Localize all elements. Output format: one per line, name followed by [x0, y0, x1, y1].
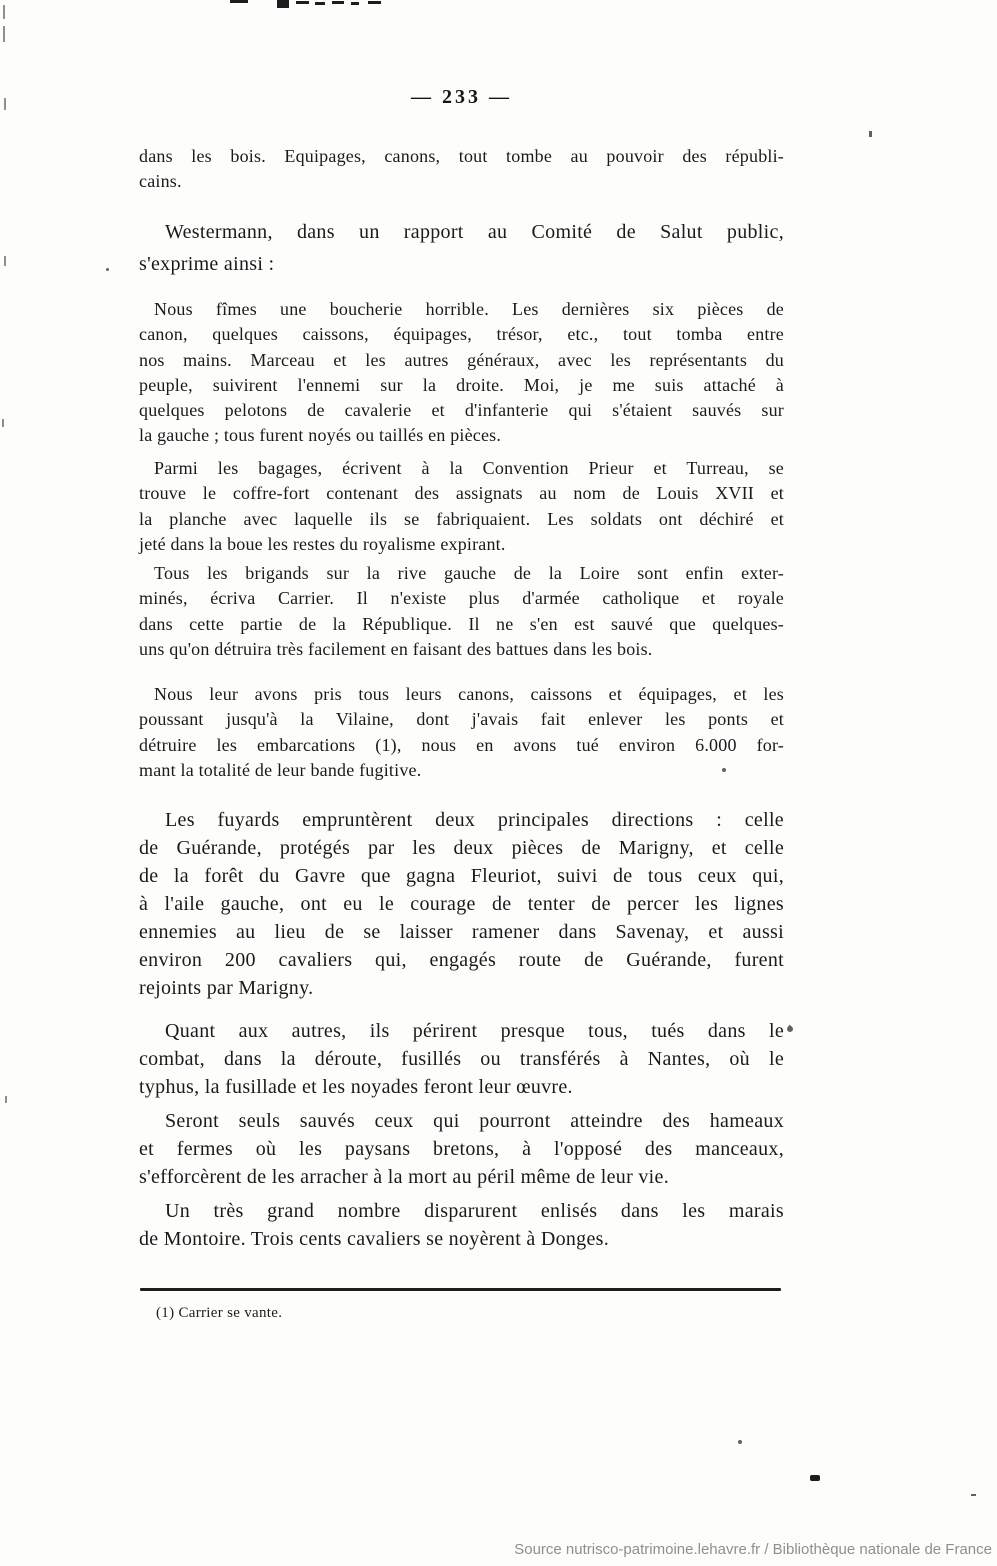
scan-artifact [869, 131, 872, 137]
text-line: rejoints par Marigny. [139, 977, 314, 999]
scan-artifact [106, 268, 109, 271]
text-line: ennemies au lieu de se laisser ramener dans Savenay, et aussi [139, 921, 784, 943]
text-line: trouve le coffre-fort contenant des assignats au nom de Louis XVII et [139, 483, 784, 504]
text-line: Seront seuls sauvés ceux qui pourront atteindre des hameaux [165, 1110, 784, 1132]
text-line: combat, dans la déroute, fusillés ou transférés à Nantes, où le [139, 1048, 784, 1070]
scan-artifact [2, 419, 4, 427]
text-line: dans les bois. Equipages, canons, tout tombe au pouvoir des républi- [139, 146, 784, 166]
text-line: s'efforcèrent de les arracher à la mort au péril même de leur vie. [139, 1166, 669, 1188]
text-line: minés, écriva Carrier. Il n'existe plus d'armée catholique et royale [139, 588, 784, 609]
scan-artifact [368, 1, 381, 4]
scan-artifact [277, 0, 289, 8]
paragraph-body [139, 806, 784, 1002]
text-line: quelques pelotons de cavalerie et d'infanterie qui s'étaient sauvés sur [139, 400, 784, 421]
text-line: s'exprime ainsi : [139, 253, 275, 275]
text-line: Nous leur avons pris tous leurs canons, caissons et équipages, et les [154, 684, 784, 704]
source-attribution: Source nutrisco-patrimoine.lehavre.fr / Bibliothèque nationale de France [514, 1541, 992, 1558]
paragraph-body [139, 1197, 784, 1253]
text-line: Les fuyards empruntèrent deux principales directions : celle [165, 809, 784, 831]
text-line: typhus, la fusillade et les noyades feront leur œuvre. [139, 1076, 573, 1098]
text-line: détruire les embarcations (1), nous en avons tué environ 6.000 for- [139, 734, 784, 755]
scan-artifact [332, 1, 344, 4]
text-line: mant la totalité de leur bande fugitive. [139, 759, 422, 780]
scan-artifact [351, 2, 359, 5]
footnote: (1) Carrier se vante. [156, 1305, 283, 1321]
scan-artifact [810, 1475, 820, 1481]
text-line: de la forêt du Gavre que gagna Fleuriot, suivi de tous ceux qui, [139, 865, 784, 887]
text-line: la gauche ; tous furent noyés ou taillés en pièces. [139, 425, 502, 446]
text-line: de Guérande, protégés par les deux pièces de Marigny, et celle [139, 837, 784, 859]
text-line: Tous les brigands sur la rive gauche de la Loire sont enfin exter- [154, 563, 784, 583]
text-line: uns qu'on détruira très facilement en faisant des battues dans les bois. [139, 638, 653, 659]
text-line: dans cette partie de la République. Il ne s'en est sauvé que quelques- [139, 613, 784, 634]
text-line: de Montoire. Trois cents cavaliers se noyèrent à Donges. [139, 1228, 610, 1250]
scan-artifact [738, 1440, 742, 1444]
page-number: — 233 — [411, 86, 512, 108]
text-line: Quant aux autres, ils périrent presque tous, tués dans le [165, 1020, 784, 1042]
scan-artifact [296, 1, 309, 4]
scan-artifact [786, 1025, 794, 1033]
text-line: la planche avec laquelle ils se fabriquaient. Les soldats ont déchiré et [139, 508, 784, 529]
text-line: à l'aile gauche, ont eu le courage de tenter de percer les lignes [139, 893, 784, 915]
text-line: peuple, suivirent l'ennemi sur la droite. Moi, je me suis attaché à [139, 374, 784, 395]
scan-artifact [5, 1096, 7, 1103]
paragraph-body [139, 216, 784, 280]
text-line: environ 200 cavaliers qui, engagés route de Guérande, furent [139, 949, 784, 971]
text-line: Parmi les bagages, écrivent à la Convention Prieur et Turreau, se [154, 458, 784, 478]
scan-artifact [4, 98, 6, 110]
paragraph-quote [139, 682, 784, 783]
scan-artifact [3, 5, 5, 19]
text-line: jeté dans la boue les restes du royalisme expirant. [139, 533, 506, 554]
scan-artifact [4, 256, 6, 266]
text-line: Nous fîmes une boucherie horrible. Les dernières six pièces de [154, 299, 784, 319]
text-line: Un très grand nombre disparurent enlisés dans les marais [165, 1200, 784, 1222]
scan-artifact [3, 26, 5, 42]
scan-artifact [722, 768, 726, 772]
paragraph-body [139, 1107, 784, 1191]
text-line: et fermes où les paysans bretons, à l'opposé des manceaux, [139, 1138, 784, 1160]
text-line: cains. [139, 171, 182, 192]
text-line: Westermann, dans un rapport au Comité de Salut public, [165, 221, 784, 243]
text-line: nos mains. Marceau et les autres généraux, avec les représentants du [139, 349, 784, 370]
footnote-separator [140, 1288, 781, 1291]
paragraph-quote [139, 297, 784, 449]
text-line: poussant jusqu'à la Vilaine, dont j'avais fait enlever les ponts et [139, 709, 784, 730]
paragraph-body [139, 1017, 784, 1101]
scan-artifact [971, 1494, 976, 1496]
paragraph-quote [139, 561, 784, 662]
paragraph-continuation [139, 144, 784, 195]
scan-artifact [230, 0, 248, 3]
scan-artifact [315, 2, 325, 5]
text-line: canon, quelques caissons, équipages, trésor, etc., tout tomba entre [139, 324, 784, 345]
paragraph-quote [139, 456, 784, 557]
